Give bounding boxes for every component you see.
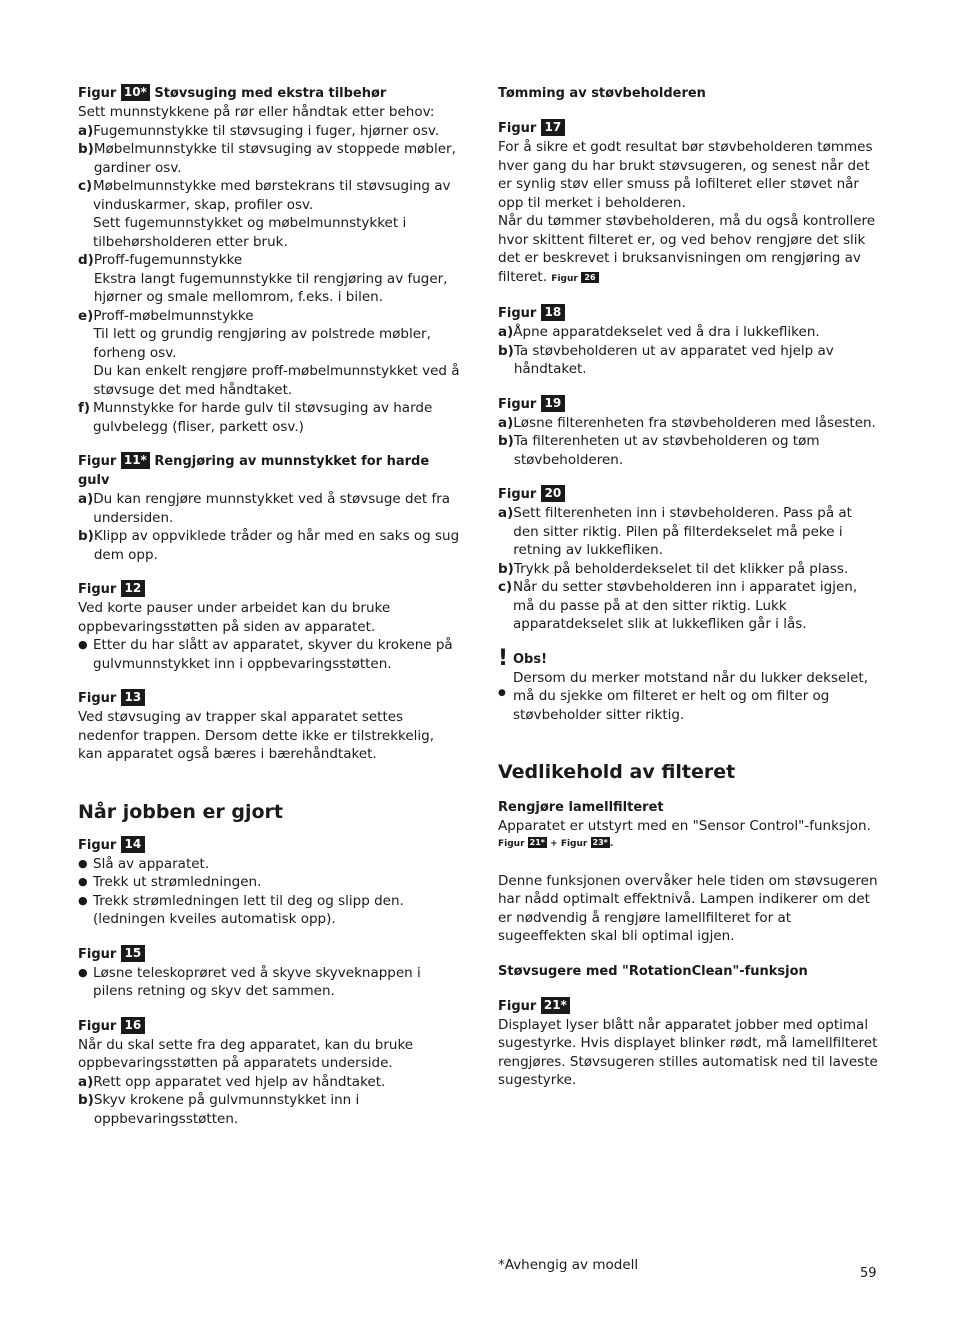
- section-heading: Når jobben er gjort: [78, 800, 283, 823]
- list-item: [498, 578, 880, 634]
- list-item-text: Fugemunnstykke til støvsuging i fuger, hjørner osv.: [93, 122, 440, 139]
- list-item-text: Trekk ut strømledningen.: [93, 874, 262, 890]
- item-list: [78, 636, 460, 673]
- list-marker: b): [498, 342, 514, 359]
- subsection-heading: Tømming av støvbeholderen: [498, 86, 706, 101]
- figure-reference: Figur 21* + Figur 23* .: [498, 837, 614, 849]
- list-item-text: Sett fugemunnstykket og møbelmunnstykket i tilbehørsholderen etter bruk.: [93, 215, 407, 250]
- warning-title: Obs!: [513, 651, 548, 667]
- list-item: [78, 1073, 460, 1092]
- list-item: [78, 636, 460, 673]
- figure-badge: 12: [121, 580, 145, 597]
- figure-badge: 21*: [541, 997, 570, 1014]
- figure-badge: 19: [541, 395, 565, 412]
- item-list: [78, 490, 460, 564]
- list-item-text: Proff-fugemunnstykke: [93, 252, 243, 268]
- bullet-icon: ●: [78, 893, 88, 907]
- figure-11-heading: Figur 11* Rengjøring av munnstykket for harde gulv: [78, 453, 430, 488]
- list-item-text: Du kan rengjøre munnstykket ved å støvsuge det fra undersiden.: [93, 491, 451, 526]
- exclamation-icon: !: [498, 645, 509, 671]
- paragraph: For å sikre et godt resultat bør støvbeholderen tømmes hver gang du har brukt støvsugeren, og senest når det er synlig støv eller smuss på lofilteret eller støvet når opp til merket i beholderen.: [498, 139, 873, 211]
- list-marker: b): [78, 528, 94, 544]
- bullet-icon: ●: [498, 687, 506, 698]
- figure-badge: 21*: [529, 837, 545, 847]
- figure-badge: 16: [121, 1017, 145, 1034]
- figure-16-heading: Figur 16: [78, 1017, 460, 1036]
- page-number: 59: [860, 1266, 877, 1281]
- list-item-text: Møbelmunnstykke til støvsuging av stoppede møbler, gardiner osv.: [93, 141, 456, 176]
- paragraph: Når du skal sette fra deg apparatet, kan du bruke oppbevaringsstøtten på apparatets underside.: [78, 1036, 414, 1071]
- list-item-text: Rett opp apparatet ved hjelp av håndtaket.: [93, 1073, 386, 1090]
- list-item: [78, 873, 460, 892]
- list-item: [498, 342, 880, 379]
- figure-10-heading: Figur 10* Støvsuging med ekstra tilbehør: [78, 85, 387, 101]
- bullet-icon: ●: [78, 965, 88, 979]
- figure-badge: 26: [581, 272, 599, 283]
- figure-17-heading: Figur 17: [498, 119, 880, 138]
- list-marker: d): [78, 252, 94, 268]
- list-item: [78, 490, 460, 527]
- list-marker: b): [78, 141, 94, 157]
- list-item-text: Munnstykke for harde gulv til støvsuging av harde gulvbelegg (fliser, parkett osv.): [93, 400, 433, 435]
- figure-13-heading: Figur 13: [78, 689, 460, 708]
- list-item: [498, 560, 880, 579]
- list-marker: a): [78, 491, 94, 507]
- paragraph: Når du tømmer støvbeholderen, må du også kontrollere hvor skittent filteret er, og ved behov rengjøre det slik det er beskrevet i bruksanvisningen om rengjøring av filteret. Figur 26: [498, 213, 876, 285]
- paragraph: Denne funksjonen overvåker hele tiden om støvsugeren har nådd optimalt effektnivå. Lampen indikerer om det er nødvendig å rengjøre lamellfilteret for at sugeeffekten skal bli optimal igjen.: [498, 872, 878, 944]
- right-column: [498, 84, 880, 1090]
- item-list: [498, 504, 880, 634]
- list-marker: f): [78, 400, 91, 416]
- item-list: [78, 122, 460, 437]
- warning-text: Dersom du merker motstand når du lukker dekselet, må du sjekke om filteret er helt og om filter og støvbeholder sitter riktig.: [513, 669, 868, 723]
- list-item-text: Ekstra langt fugemunnstykke til rengjøring av fuger, hjørner og smale mellomrom, f.eks. i bilen.: [93, 270, 448, 305]
- figure-badge: 14: [121, 836, 145, 853]
- figure-badge: 10*: [121, 84, 150, 101]
- list-marker: a): [498, 324, 514, 340]
- figure-badge: 11*: [121, 452, 150, 469]
- list-item: [78, 307, 460, 400]
- list-marker: b): [498, 433, 514, 449]
- list-marker: e): [78, 307, 94, 324]
- paragraph: Ved støvsuging av trapper skal apparatet settes nedenfor trappen. Dersom dette ikke er tilstrekkelig, kan apparatet også bæres i bærehåndtaket.: [78, 709, 435, 762]
- figure-12-heading: Figur 12: [78, 580, 460, 599]
- item-list: [78, 964, 460, 1001]
- figure-21-heading: Figur 21*: [498, 997, 880, 1016]
- list-marker: a): [498, 414, 514, 431]
- figure-badge: 13: [121, 689, 145, 706]
- list-item: [78, 140, 460, 177]
- list-item: [78, 855, 460, 874]
- item-list: [78, 855, 460, 929]
- list-item: [513, 669, 880, 725]
- bullet-icon: ●: [78, 638, 88, 651]
- list-item-text: Du kan enkelt rengjøre proff-møbelmunnstykket ved å støvsuge det med håndtaket.: [93, 363, 460, 398]
- list-item: [498, 504, 880, 560]
- figure-18-heading: Figur 18: [498, 304, 880, 323]
- list-marker: a): [498, 505, 514, 521]
- list-item: [78, 399, 460, 436]
- figure-reference: Figur 26: [551, 274, 599, 284]
- list-item: [78, 1091, 460, 1128]
- list-marker: a): [78, 1073, 94, 1090]
- paragraph: Sett munnstykkene på rør eller håndtak etter behov:: [78, 104, 435, 120]
- subsection-heading: Støvsugere med "RotationClean"-funksjon: [498, 963, 808, 979]
- list-item: [78, 527, 460, 564]
- list-item-text: Åpne apparatdekselet ved å dra i lukkefliken.: [513, 324, 820, 340]
- item-list: [498, 323, 880, 379]
- list-item: [78, 122, 460, 141]
- list-item-text: Møbelmunnstykke med børstekrans til støvsuging av vinduskarmer, skap, profiler osv.: [93, 178, 451, 213]
- list-item: [78, 892, 460, 929]
- list-item-text: Når du setter støvbeholderen inn i apparatet igjen, må du passe på at den sitter riktig. Lukk apparatdekselet slik at lukkefliken går i lås.: [513, 579, 858, 632]
- footnote: *Avhengig av modell: [498, 1257, 639, 1273]
- list-item: [78, 964, 460, 1001]
- left-column: [78, 84, 460, 1128]
- list-item-text: Klipp av oppviklede tråder og hår med en saks og sug dem opp.: [93, 528, 460, 563]
- item-list: [78, 1073, 460, 1129]
- figure-badge: 18: [541, 304, 565, 321]
- list-item-text: Skyv krokene på gulvmunnstykket inn i oppbevaringsstøtten.: [93, 1092, 360, 1127]
- paragraph: Ved korte pauser under arbeidet kan du bruke oppbevaringsstøtten på siden av apparatet.: [78, 600, 391, 635]
- list-item-text: Ta støvbeholderen ut av apparatet ved hjelp av håndtaket.: [513, 342, 834, 377]
- list-marker: c): [498, 579, 513, 595]
- figure-15-heading: Figur 15: [78, 945, 460, 964]
- list-marker: b): [78, 1092, 94, 1108]
- figure-19-heading: Figur 19: [498, 395, 880, 414]
- figure-badge: 15: [121, 945, 145, 962]
- list-item: [78, 251, 460, 307]
- section-heading: Vedlikehold av filteret: [498, 761, 736, 783]
- list-item: [78, 177, 460, 251]
- subsection-heading: Rengjøre lamellfilteret: [498, 800, 664, 815]
- list-item-text: Trekk strømledningen lett til deg og slipp den. (ledningen kveiles automatisk opp).: [93, 892, 404, 927]
- figure-badge: 17: [541, 119, 565, 136]
- figure-badge: 23*: [592, 837, 608, 847]
- list-marker: a): [78, 122, 94, 139]
- list-item-text: Proff-møbelmunnstykke: [93, 307, 254, 324]
- list-item-text: Til lett og grundig rengjøring av polstrede møbler, forheng osv.: [93, 326, 431, 361]
- item-list: [498, 414, 880, 470]
- bullet-icon: ●: [78, 875, 88, 888]
- list-item-text: Trykk på beholderdekselet til det klikker på plass.: [513, 560, 849, 577]
- list-item: [498, 323, 880, 342]
- list-item-text: Slå av apparatet.: [93, 855, 210, 872]
- list-item-text: Løsne filterenheten fra støvbeholderen med låsesten.: [513, 414, 876, 431]
- list-item-text: Etter du har slått av apparatet, skyver du krokene på gulvmunnstykket inn i oppbevaringsstøtten.: [93, 637, 453, 672]
- warning-note: [498, 645, 880, 725]
- figure-14-heading: Figur 14: [78, 836, 460, 855]
- list-item-text: Ta filterenheten ut av støvbeholderen og tøm støvbeholderen.: [513, 433, 820, 468]
- figure-badge: 20: [541, 485, 565, 502]
- list-item-text: Sett filterenheten inn i støvbeholderen. Pass på at den sitter riktig. Pilen på filterdekselet må peke i retning av lukkefliken.: [513, 505, 852, 558]
- list-marker: b): [498, 560, 514, 577]
- paragraph: Displayet lyser blått når apparatet jobber med optimal sugestyrke. Hvis displayet blinker rødt, må lamellfilteret rengjøres. Støvsugeren stilles automatisk ned til laveste sugestyrke.: [498, 1016, 878, 1088]
- figure-20-heading: Figur 20: [498, 485, 880, 504]
- bullet-icon: ●: [78, 856, 88, 870]
- list-marker: c): [78, 178, 93, 194]
- list-item: [498, 432, 880, 469]
- paragraph: Apparatet er utstyrt med en "Sensor Control"-funksjon.: [498, 818, 871, 834]
- list-item-text: Løsne teleskoprøret ved å skyve skyveknappen i pilens retning og skyv det sammen.: [93, 964, 421, 999]
- list-item: [498, 414, 880, 433]
